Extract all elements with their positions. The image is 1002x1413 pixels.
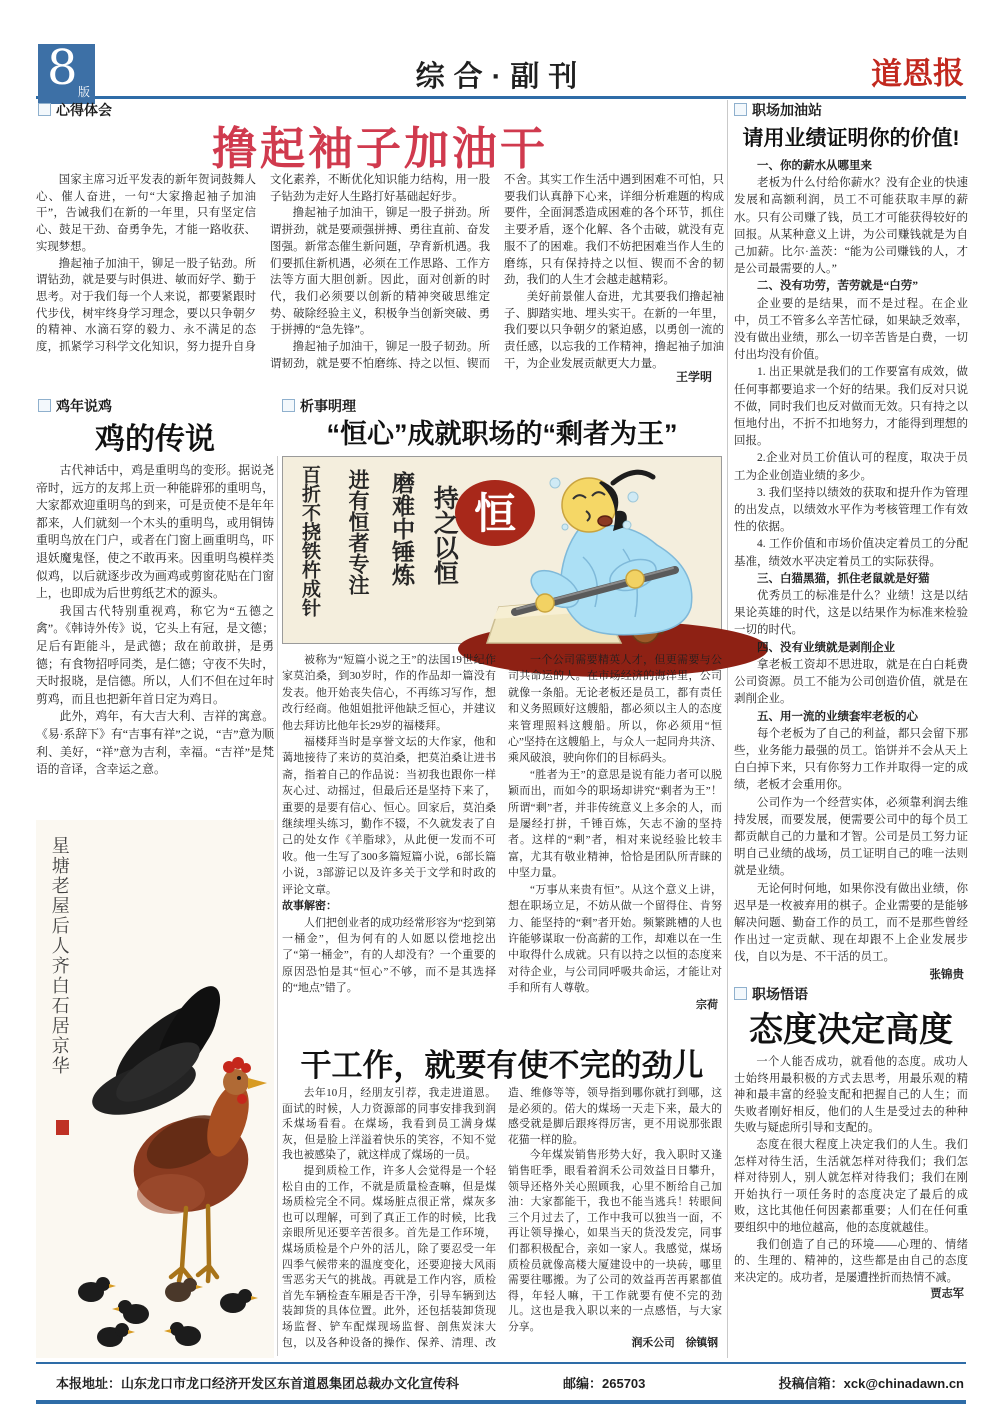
subheading: 三、白猫黑猫，抓住老鼠就是好猫 bbox=[757, 572, 930, 585]
masthead: 道恩报 bbox=[870, 55, 965, 93]
subheading: 二、没有功劳，苦劳就是“白劳” bbox=[757, 280, 918, 293]
section-tag-label: 心得体会 bbox=[56, 102, 112, 118]
section-tag-jinian bbox=[38, 396, 112, 416]
subheading: 故事解密： bbox=[282, 900, 337, 913]
byline: 王学明 bbox=[675, 370, 712, 384]
calligraphy-column: 进有恒者专注 bbox=[346, 469, 372, 595]
paragraph: 一个公司需要精英人才，但更需要与公司共命运的人。在市场经济的海洋里，公司就像一条船。无论老板还是员工，都有责任和义务照顾好这艘船，都必须以主人的态度来管理照料这艘船。所以，你必须用“恒心”坚持在这艘船上，与众人一起同舟共济、乘风破浪，驶向你们的目标码头。 bbox=[508, 654, 722, 765]
vertical-divider bbox=[727, 100, 728, 1358]
article-title-ganhuo: 干工作，就要有使不完的劲儿 bbox=[300, 1048, 704, 1083]
footer-postcode: 邮编：265703 bbox=[563, 1376, 646, 1391]
section-tag-zhichang bbox=[734, 100, 822, 120]
section-tag-label: 鸡年说鸡 bbox=[56, 398, 112, 414]
byline: 贾志军 bbox=[930, 1288, 964, 1301]
header-rule bbox=[36, 96, 966, 99]
paragraph: 我国古代特别重视鸡，称它为“五德之禽”。《韩诗外传》说，它头上有冠，是文德；足后有距能斗，是武德；敌在前敢拼，是勇德；有食物招呼同类，是仁德；守夜不失时，天时报晓，是信德。所以，人们不但在过年时剪鸡，而且也把新年首日定为鸡日。 bbox=[36, 603, 274, 706]
footer-rule-bottom bbox=[36, 1400, 966, 1404]
paragraph: 公司作为一个经营实体，必须靠利润去维持发展，而要发展，便需要公司中的每个员工都贡献自己的力量和才智。公司是员工努力证明自己业绩的战场，员工证明自己的唯一法则就是业绩。 bbox=[734, 796, 968, 878]
paragraph: 美好前景催人奋进，尤其要我们撸起袖子、脚踏实地、埋头实干。在新的一年里，我们要以只争朝夕的紧迫感，以勇创一流的责任感，以忘我的工作精神，撸起袖子加油干，为企业发展贡献更大力量。 bbox=[504, 290, 724, 370]
paragraph: 我们创造了自己的环境——心理的、情绪的、生理的、精神的，这些都是由自己的态度来决定的。成功者，是屡遭挫折而热情不减。 bbox=[734, 1238, 968, 1284]
section-tag-label: 职场加油站 bbox=[752, 102, 822, 118]
byline: 润禾公司 徐镇钢 bbox=[631, 1336, 718, 1349]
paragraph: 福楼拜当时是享誉文坛的大作家，他和蔼地接待了来访的莫泊桑，把莫泊桑让进书斋，指着自己的作品说：当初我也跟你一样灰心过、动摇过，但最后还是坚持下来了，重要的是要有信心、恒心。回家后，莫泊桑继续埋头练习，勤作不辍，不久就发表了自己的处女作《羊脂球》，从此便一发而不可收。他一生写了300多篇短篇小说，6部长篇小说，3部游记以及许多关于文学和时政的评论文章。 bbox=[282, 736, 496, 896]
footer-rule-top bbox=[36, 1362, 966, 1364]
vertical-divider bbox=[277, 456, 278, 1356]
paragraph: 3. 我们坚持以绩效的获取和提升作为管理的出发点，以绩效水平作为考核管理工作有效性的依据。 bbox=[734, 486, 968, 534]
painting-inscription: 星塘老屋后人齐白石居京华 bbox=[48, 836, 70, 1076]
article-title-luqixiuzi: 撸起袖子加油干 bbox=[211, 123, 548, 174]
section-tag-label: 职场悟语 bbox=[752, 986, 808, 1002]
paragraph: 老板为什么付给你薪水？没有企业的快速发展和高额利润，员工不可能获取丰厚的薪水。只有公司赚了钱，员工才可能获得较好的回报。从某种意义上讲，为公司赚钱就是为自己加薪。比尔·盖茨：“能为公司赚钱的人，才是公司最需要的人。” bbox=[734, 177, 968, 276]
artist-seal-icon bbox=[56, 1120, 69, 1135]
paragraph: 4. 工作价值和市场价值决定着员工的分配基准，绩效水平决定着员工的实际获得。 bbox=[734, 538, 968, 568]
paragraph: 拿老板工资却不思进取，就是在白白耗费公司资源。员工不能为公司创造价值，就是在剥削企业。 bbox=[734, 658, 968, 706]
paragraph: 国家主席习近平发表的新年贺词鼓舞人心、催人奋进，一句“大家撸起袖子加油干”，告诫我们在新的一年里，只有坚定信心、鼓足干劲、奋勇争先，才能一路收获、实现梦想。 bbox=[36, 174, 256, 253]
paragraph: 人们把创业者的成功经常形容为“挖到第一桶金”，但为何有的人如愿以偿地挖出了“第一桶金”，有的人却没有？一个重要的原因恐怕是其“恒心”不够，而不是其选择的“地点”错了。 bbox=[282, 916, 496, 995]
paragraph: 今年煤炭销售形势大好，我入职时又逢销售旺季，眼看着润禾公司效益日日攀升，领导还格外关心照顾我，心里不断给自己加油：大家都能干，我也不能当逃兵！转眼间三个月过去了，工作中我可以独当一面，不再让领导操心，如果当天的货没发完，同事们都积极配合，亲如一家人。我感觉，煤场质检员就像高楼大厦建设中的一块砖，哪里需要往哪搬。为了公司的效益再苦再累都值得，年轻人嘛，干工作就要有使不完的劲儿。这也是我入职以来的一点感悟，与大家分享。 bbox=[508, 1149, 722, 1333]
square-marker-icon bbox=[282, 399, 295, 412]
calligraphy-column: 磨难中锤炼 bbox=[388, 471, 416, 586]
page-number: 8 bbox=[47, 40, 78, 96]
rooster-painting bbox=[36, 820, 274, 1358]
paragraph: 企业要的是结果，而不是过程。在企业中，员工不管多么辛苦忙碌，如果缺乏效率，没有做出业绩，那么一切辛苦皆是白费，一切付出均没有价值。 bbox=[734, 297, 968, 362]
article-body-zhichang bbox=[734, 158, 968, 981]
footer-address: 本报地址：山东龙口市龙口经济开发区东首道恩集团总裁办文化宣传科 bbox=[56, 1376, 460, 1391]
section-tag-wuyu bbox=[734, 984, 808, 1004]
square-marker-icon bbox=[734, 987, 747, 1000]
article-body-taidu bbox=[734, 1054, 968, 1328]
article-title-zhichang: 请用业绩证明你的价值! bbox=[742, 127, 960, 150]
chicks bbox=[78, 1277, 258, 1347]
rooster-illustration bbox=[36, 820, 274, 1358]
paragraph: 2.企业对员工价值认可的程度，取决于员工为企业创造业绩的多少。 bbox=[734, 452, 968, 482]
paragraph: 去年10月，经朋友引荐，我走进道恩。面试的时候，人力资源部的同事安排我到润禾煤场看看。在煤场，我看到员工满身煤灰，但是脸上洋溢着快乐的笑容，不知不觉我也被感染了，就这样成了煤场的一员。 bbox=[282, 1087, 496, 1162]
heng-seal-character: 恒 bbox=[473, 489, 517, 538]
byline: 张锦贵 bbox=[929, 968, 964, 981]
cartoon-illustration bbox=[283, 457, 721, 643]
section-title: 综合·副刊 bbox=[415, 61, 587, 93]
article-body-luqixiuzi bbox=[36, 172, 724, 390]
square-marker-icon bbox=[38, 399, 51, 412]
paragraph: 1. 出正果就是我们的工作要富有成效，做任何事都要追求一个好的结果。我们反对只说不做，同时我们也反对做而无效。只有持之以恒地付出，不折不扣地努力，才能得到理想的回报。 bbox=[734, 366, 968, 448]
square-marker-icon bbox=[734, 103, 747, 116]
article-title-hengxin: “恒心”成就职场的“剩者为王” bbox=[326, 419, 678, 449]
subheading: 五、用一流的业绩套牢老板的心 bbox=[757, 710, 918, 723]
byline: 宗荷 bbox=[696, 998, 718, 1011]
paragraph: 态度在很大程度上决定我们的人生。我们怎样对待生活，生活就怎样对待我们；我们怎样对待别人，别人就怎样对待我们；我们在刚开始执行一项任务时的态度决定了最后的成败，这比其他任何因素都重要；人们在任何重要组织中的地位越高，他的态度就越佳。 bbox=[734, 1138, 968, 1234]
page-number-badge bbox=[38, 40, 95, 104]
paragraph: 一个人能否成功，就看他的态度。成功人士始终用最积极的方式去思考，用最乐观的精神和最丰富的经验支配和把握自己的人生；而失败者刚好相反，他们的人生是受过去的种种失败与疑虑所引导和支配的。 bbox=[734, 1056, 968, 1135]
section-tag-label: 析事明理 bbox=[300, 398, 356, 414]
subheading: 一、你的薪水从哪里来 bbox=[757, 160, 872, 172]
article-body-jichuanshuo bbox=[36, 462, 274, 810]
paragraph: 提到质检工作，许多人会觉得是一个轻松自由的工作，不就是质量检查嘛，但是煤场质检完全不同。煤场脏点很正常，煤灰多也可以理解，可到了真正工作的时候，比我亲眼所见还要辛苦很多。首先是工作环境，煤场质检是个户外的活儿，除了要忍受一年四季气候带来的温度变化，还要迎接大风雨雪恶劣天气的挑战。再就是工作内容，质检首先车辆检查车厢是否干净，引导车辆到达装卸货的具体位置。此外，还包括装卸货现场监督、铲车配煤现场监督、剖焦炭沫大包，以及各种设备的操作、保养、清理、改造、维修等等，领导指到哪你就打到哪，这是必须的。偌大的煤场一天走下来，最大的感受就是脚后跟疼得厉害，更不用说那张跟花猫一样的脸。 bbox=[282, 1087, 722, 1349]
paragraph: 撸起袖子加油干，铆足一股子拼劲。所谓拼劲，就是要顽强拼搏、勇往直前、奋发图强。新常态催生新问题，孕育新机遇。我们要抓住新机遇，必须在工作思路、工作方法等方面大胆创新。因此，面对创新的时代，我们必须要以创新的精神突破思维定势、破除经验主义，积极争当创新突破、勇于拼搏的“急先锋”。 bbox=[270, 207, 490, 337]
paragraph: 被称为“短篇小说之王”的法国19世纪作家莫泊桑，到30岁时，作的作品却一篇没有发表。他开始丧失信心，不再练习写作，想改行经商。他姐姐批评他缺乏恒心，并建议他去拜访比他年长29岁的福楼拜。 bbox=[282, 654, 496, 732]
article-body-hengxin bbox=[282, 652, 722, 1034]
calligraphy-column: 持之以恒 bbox=[430, 485, 460, 585]
paragraph: 撸起袖子加油干，铆足一股子韧劲。所谓韧劲，就是要不怕磨练、持之以恒、锲而不舍。其实工作生活中遇到困难不可怕，只要我们认真静下心来，详细分析难题的构成要件，全面洞悉造成困难的各个环节，抓住主要矛盾，逐个化解、各个击破，就没有克服不了的困难。我们不妨把困难当作人生的磨练，只有保持持之以恒、锲而不舍的韧劲，我们的人生才会越走越精彩。 bbox=[270, 174, 724, 370]
footer-email: 投稿信箱：xck@chinadawn.cn bbox=[778, 1376, 964, 1391]
paragraph: 每个老板为了自己的利益，都只会留下那些，业务能力最强的员工。馅饼并不会从天上白白掉下来，只有你努力工作并取得一定的成绩，老板才会重用你。 bbox=[734, 727, 968, 792]
subheading: 四、没有业绩就是剥削企业 bbox=[757, 641, 895, 654]
article-title-taidu: 态度决定高度 bbox=[749, 1011, 953, 1049]
paragraph: 优秀员工的标准是什么？业绩！这是以结果论英雄的时代，这是以结果作为标准来检验一切的时代。 bbox=[734, 590, 968, 637]
calligraphy-column: 百折不挠铁杵成针 bbox=[298, 465, 321, 617]
article-title-jichuanshuo: 鸡的传说 bbox=[95, 423, 215, 456]
article-body-ganhuo bbox=[282, 1086, 722, 1358]
paragraph: 古代神话中，鸡是重明鸟的变形。据说尧帝时，远方的友邦上贡一种能辟邪的重明鸟，大家都欢迎重明鸟的到来，可是贡使不是年年都来，人们就刻一个木头的重明鸟，或用铜铸重明鸟放在门户，或者在门窗上画重明鸟，吓退妖魔鬼怪，使之不敢再来。因重明鸟模样类似鸡，以后就逐步改为画鸡或剪窗花贴在门窗上，也即成为后世剪纸艺术的源头。 bbox=[36, 463, 274, 601]
perseverance-cartoon bbox=[282, 456, 722, 644]
paragraph: 撸起袖子加油干，铆足一股子钻劲。所谓钻劲，就是要与时俱进、敏而好学、勤于思考。对于我们每一个人来说，都要紧跟时代步伐，树牢终身学习理念，要以只争朝夕的精神、水滴石穿的毅力、永不满足的态度，抓紧学习科学文化知识，努力提升自身文化素养，不断优化知识能力结构，用一股子钻劲为走好人生路打好基础起好步。 bbox=[36, 174, 490, 354]
paragraph: 无论何时何地，如果你没有做出业绩，你迟早是一枚被弃用的棋子。企业需要的是能够解决问题、勤奋工作的员工，而不是那些曾经作出过一定贡献、现在却跟不上企业发展步伐，自以为是、不干活的员工。 bbox=[734, 882, 968, 964]
paragraph: “胜者为王”的意思是说有能力者可以脱颖而出，而如今的职场却讲究“剩者为王”！所谓“剩”者，并非传统意义上多余的人，而是屡经打拼，千锤百炼，矢志不渝的坚持者。这样的“剩”者，相对来说经验比较丰富，尤其有敬业精神，恰恰是团队所青睐的中坚力量。 bbox=[508, 768, 722, 880]
page-number-label: 版 bbox=[77, 85, 90, 99]
paragraph: 此外，鸡年，有大吉大利、吉祥的寓意。《易·系辞下》有“吉事有祥”之说，“吉”意为顺利、美好，“祥”意为吉利，幸福。“吉祥”是梵语的音译，含幸运之意。 bbox=[36, 709, 274, 777]
paragraph: “万事从来贵有恒”。从这个意义上讲，想在职场立足，不妨从做一个留得住、肯努力、能坚持的“剩”者开始。频繁跳槽的人也许能够谋取一份高薪的工作，却难以在一生中取得什么成就。只有以持之以恒的态度来对待企业，与公司同呼吸共命运，才能让对手和所有人尊敬。 bbox=[508, 883, 722, 995]
